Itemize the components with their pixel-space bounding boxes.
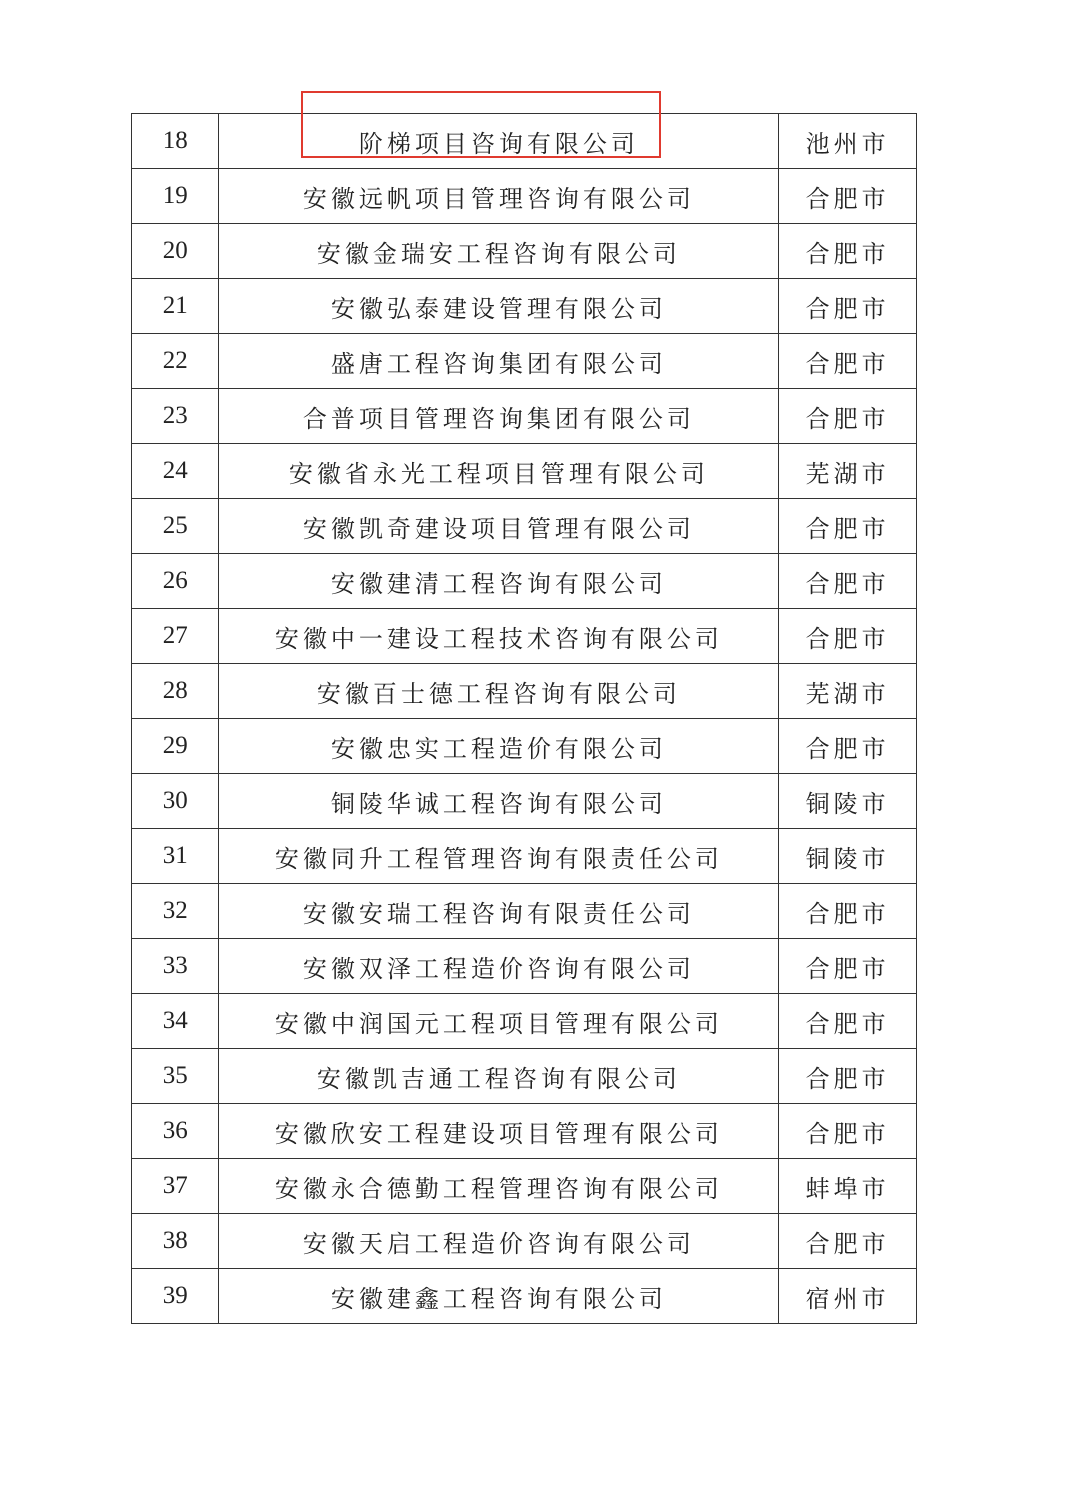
row-number: 32 <box>132 884 219 939</box>
city-name: 合肥市 <box>779 279 917 334</box>
table-row <box>132 994 917 1049</box>
row-number: 28 <box>132 664 219 719</box>
table-body <box>132 114 917 1324</box>
table-row <box>132 169 917 224</box>
table-row <box>132 664 917 719</box>
company-name: 安徽建鑫工程咨询有限公司 <box>219 1269 779 1324</box>
company-name: 安徽建清工程咨询有限公司 <box>219 554 779 609</box>
company-name: 安徽远帆项目管理咨询有限公司 <box>219 169 779 224</box>
row-number: 19 <box>132 169 219 224</box>
table-row <box>132 334 917 389</box>
table-row <box>132 1269 917 1324</box>
company-name: 合普项目管理咨询集团有限公司 <box>219 389 779 444</box>
row-number: 35 <box>132 1049 219 1104</box>
city-name: 合肥市 <box>779 389 917 444</box>
row-number: 25 <box>132 499 219 554</box>
table-row <box>132 389 917 444</box>
company-name: 阶梯项目咨询有限公司 <box>219 114 779 169</box>
table-row <box>132 719 917 774</box>
company-name: 安徽同升工程管理咨询有限责任公司 <box>219 829 779 884</box>
table-row <box>132 1049 917 1104</box>
city-name: 合肥市 <box>779 1104 917 1159</box>
row-number: 20 <box>132 224 219 279</box>
city-name: 芜湖市 <box>779 444 917 499</box>
city-name: 合肥市 <box>779 499 917 554</box>
company-name: 安徽天启工程造价咨询有限公司 <box>219 1214 779 1269</box>
city-name: 合肥市 <box>779 884 917 939</box>
city-name: 合肥市 <box>779 554 917 609</box>
company-name: 安徽凯奇建设项目管理有限公司 <box>219 499 779 554</box>
company-name: 安徽弘泰建设管理有限公司 <box>219 279 779 334</box>
row-number: 23 <box>132 389 219 444</box>
city-name: 合肥市 <box>779 334 917 389</box>
city-name: 宿州市 <box>779 1269 917 1324</box>
city-name: 合肥市 <box>779 1049 917 1104</box>
row-number: 37 <box>132 1159 219 1214</box>
company-name: 安徽金瑞安工程咨询有限公司 <box>219 224 779 279</box>
city-name: 合肥市 <box>779 719 917 774</box>
row-number: 38 <box>132 1214 219 1269</box>
row-number: 33 <box>132 939 219 994</box>
company-name: 安徽百士德工程咨询有限公司 <box>219 664 779 719</box>
company-name: 铜陵华诚工程咨询有限公司 <box>219 774 779 829</box>
city-name: 合肥市 <box>779 994 917 1049</box>
table-row <box>132 1104 917 1159</box>
table-row <box>132 939 917 994</box>
table-row <box>132 829 917 884</box>
table-row <box>132 1214 917 1269</box>
city-name: 合肥市 <box>779 169 917 224</box>
row-number: 29 <box>132 719 219 774</box>
city-name: 铜陵市 <box>779 774 917 829</box>
row-number: 39 <box>132 1269 219 1324</box>
table-row <box>132 774 917 829</box>
row-number: 31 <box>132 829 219 884</box>
company-name: 盛唐工程咨询集团有限公司 <box>219 334 779 389</box>
company-name: 安徽中一建设工程技术咨询有限公司 <box>219 609 779 664</box>
company-name: 安徽中润国元工程项目管理有限公司 <box>219 994 779 1049</box>
city-name: 芜湖市 <box>779 664 917 719</box>
company-name: 安徽永合德勤工程管理咨询有限公司 <box>219 1159 779 1214</box>
table-row <box>132 499 917 554</box>
company-name: 安徽双泽工程造价咨询有限公司 <box>219 939 779 994</box>
row-number: 21 <box>132 279 219 334</box>
table-row <box>132 884 917 939</box>
row-number: 36 <box>132 1104 219 1159</box>
table-row <box>132 114 917 169</box>
company-name: 安徽忠实工程造价有限公司 <box>219 719 779 774</box>
company-name: 安徽欣安工程建设项目管理有限公司 <box>219 1104 779 1159</box>
city-name: 合肥市 <box>779 609 917 664</box>
city-name: 蚌埠市 <box>779 1159 917 1214</box>
city-name: 合肥市 <box>779 224 917 279</box>
table-row <box>132 279 917 334</box>
company-list-table <box>131 113 917 1324</box>
table-row <box>132 224 917 279</box>
row-number: 22 <box>132 334 219 389</box>
city-name: 铜陵市 <box>779 829 917 884</box>
row-number: 26 <box>132 554 219 609</box>
company-name: 安徽凯吉通工程咨询有限公司 <box>219 1049 779 1104</box>
table-row <box>132 554 917 609</box>
row-number: 34 <box>132 994 219 1049</box>
row-number: 24 <box>132 444 219 499</box>
table-row <box>132 1159 917 1214</box>
table-row <box>132 444 917 499</box>
company-name: 安徽省永光工程项目管理有限公司 <box>219 444 779 499</box>
city-name: 池州市 <box>779 114 917 169</box>
city-name: 合肥市 <box>779 1214 917 1269</box>
city-name: 合肥市 <box>779 939 917 994</box>
row-number: 30 <box>132 774 219 829</box>
company-name: 安徽安瑞工程咨询有限责任公司 <box>219 884 779 939</box>
table-row <box>132 609 917 664</box>
row-number: 18 <box>132 114 219 169</box>
row-number: 27 <box>132 609 219 664</box>
